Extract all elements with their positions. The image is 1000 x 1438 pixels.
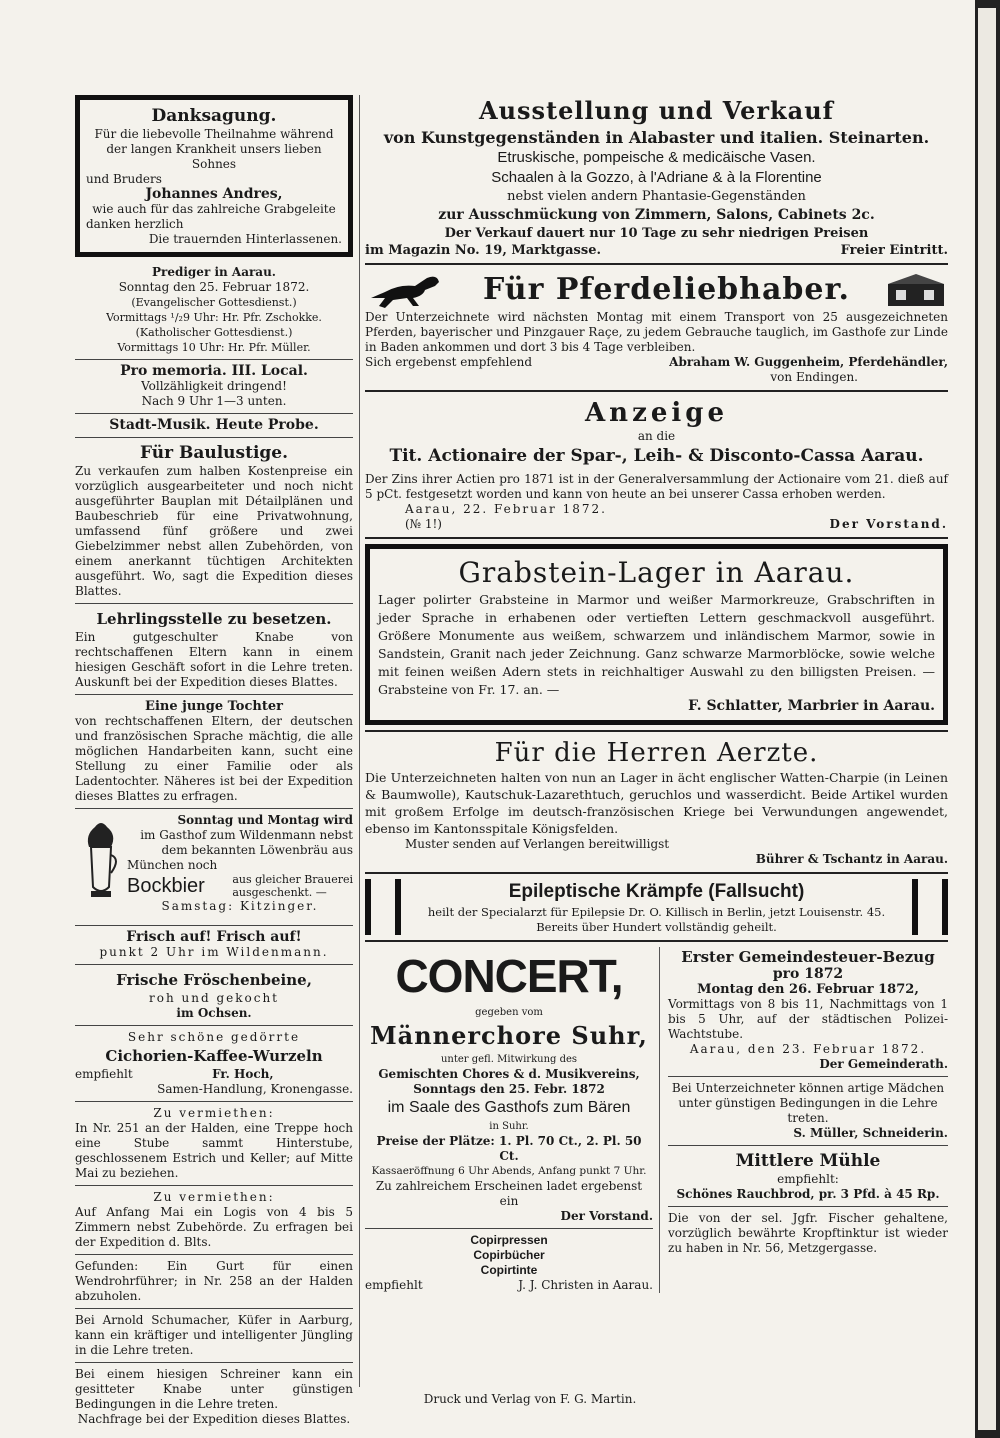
anz-body: Der Zins ihrer Actien pro 1871 ist in der Generalversammlung der Actionaire vom 21. dieß auf 5 pCt. festgesetzt worden und kann von heute an bei unserer Cassa erhoben werden.: [365, 472, 948, 501]
ad-lehrling: [75, 608, 353, 690]
gem-sign: Der Gemeinderath.: [819, 1057, 948, 1071]
divider: [668, 1076, 948, 1077]
pred-ev-time: Vormittags ¹/₂9 Uhr: Hr. Pfr. Zschokke.: [106, 311, 322, 324]
dank-sign: Die trauernden Hinterlassenen.: [148, 232, 342, 246]
lehr-body: Ein gutgeschulter Knabe von rechtschaffenen Eltern kann in einem hiesigen Geschäft sofort in die Lehre treten. Auskunft bei der Expedition dieses Blattes.: [75, 630, 353, 689]
aus-l3: Schaalen à la Gozzo, à l'Adriane & à la Florentine: [491, 169, 822, 186]
wild-l6: ausgeschenkt. —: [232, 886, 327, 899]
aus-l7: im Magazin No. 19, Marktgasse.: [365, 243, 601, 258]
frosch-l1: roh und gekocht: [148, 991, 279, 1005]
wild-l7: Samstag: Kitzinger.: [161, 899, 319, 913]
memoria-title: Pro memoria. III. Local.: [120, 363, 308, 379]
copi-l2: Copirbücher: [473, 1248, 545, 1262]
anz-num: (№ 1!): [405, 517, 442, 531]
ad-anzeige: [365, 397, 948, 532]
musik-text: Stadt-Musik. Heute Probe.: [109, 417, 319, 433]
gef-body: Gefunden: Ein Gurt für einen Wendrohrführer; in Nr. 258 an der Halden abzuholen.: [75, 1259, 353, 1303]
gem-title: Erster Gemeindesteuer-Bezug: [681, 948, 935, 966]
divider: [75, 1025, 353, 1026]
schum-body: Bei Arnold Schumacher, Küfer in Aarburg, kann ein kräftiger und intelligenter Jüngling in die Lehre treten.: [75, 1313, 353, 1357]
wild-l3: dem bekannten Löwenbräu aus: [161, 843, 353, 857]
cich-title: Cichorien-Kaffee-Wurzeln: [105, 1047, 323, 1065]
divider: [75, 808, 353, 809]
ad-memoria: [75, 364, 353, 409]
divider: [75, 1254, 353, 1255]
concert-l4: Gemischten Chores & d. Musikvereins,: [378, 1067, 640, 1081]
wild-l1: Sonntag und Montag wird: [177, 813, 353, 827]
pferd-sign2: von Endingen.: [770, 370, 858, 384]
verm1-body: In Nr. 251 an der Halden, eine Treppe hoch eine Stube sammt Hinterstube, geschlossenem Estrich und Keller; auf Mitte Mai zu beziehen.: [75, 1121, 353, 1180]
gem-l1: pro 1872: [772, 966, 844, 982]
divider: [365, 730, 948, 732]
anz-title: Anzeige: [585, 398, 728, 428]
divider: [365, 537, 948, 539]
frisch-l1: punkt 2 Uhr im Wildenmann.: [99, 945, 329, 959]
grab-sign: F. Schlatter, Marbrier in Aarau.: [688, 698, 935, 714]
divider: [365, 390, 948, 392]
ad-vermiethen-2: [75, 1190, 353, 1250]
divider: [75, 413, 353, 414]
divider: [75, 1308, 353, 1309]
aerzte-l1: Muster senden auf Verlangen bereitwilligst: [405, 837, 670, 851]
memoria-l2: Nach 9 Uhr 1—3 unten.: [141, 394, 287, 408]
copi-l1: Copirpressen: [470, 1233, 548, 1247]
aus-l4: nebst vielen andern Phantasie-Gegenständen: [507, 189, 806, 204]
aus-l6: Der Verkauf dauert nur 10 Tage zu sehr niedrigen Preisen: [444, 226, 869, 241]
muehle-l1: empfiehlt:: [777, 1172, 839, 1186]
epi-l1: heilt der Specialarzt für Epilepsie Dr. O. Killisch in Berlin, jetzt Louisenstr. 45.: [427, 905, 886, 919]
pred-kath-time: Vormittags 10 Uhr: Hr. Pfr. Müller.: [117, 341, 311, 354]
imprint: Druck und Verlag von F. G. Martin.: [423, 1392, 637, 1406]
ad-mueller: [668, 1081, 948, 1141]
concert-l10: Zu zahlreichem Erscheinen ladet ergebenst ein: [375, 1179, 643, 1208]
epi-title: Epileptische Krämpfe (Fallsucht): [508, 881, 805, 902]
ad-pferdeliebhaber: [365, 270, 948, 385]
ad-grabstein: [365, 544, 948, 725]
divider: [75, 694, 353, 695]
dank-l4: wie auch für das zahlreiche Grabgeleite: [92, 202, 336, 216]
bottom-left: [365, 947, 660, 1293]
divider: [75, 925, 353, 926]
copi-sign: J. J. Christen in Aarau.: [518, 1278, 653, 1292]
ad-wildenmann: [75, 813, 353, 921]
ad-gefunden: [75, 1259, 353, 1304]
concert-title: CONCERT,: [395, 950, 623, 1002]
muehle-l2: Schönes Rauchbrod, pr. 3 Pfd. à 45 Rp.: [676, 1187, 940, 1201]
aus-title: Ausstellung und Verkauf: [478, 96, 835, 125]
dank-l1: Für die liebevolle Theilnahme während: [94, 127, 334, 141]
muehle-title: Mittlere Mühle: [735, 1151, 881, 1171]
wild-l4: München noch: [127, 858, 218, 872]
ad-schumacher: [75, 1313, 353, 1358]
pferd-body: Der Unterzeichnete wird nächsten Montag mit einem Transport von 25 ausgezeichneten Pferden, bayerischer und Pinzgauer Raçe, zu jedem Gebrauche tauglich, im Gasthofe zur Linde in Baden ankommen und dort 3 bis 4 Tage verbleiben.: [365, 310, 948, 354]
beer-mug-icon: [79, 817, 123, 903]
divider: [668, 1206, 948, 1207]
aerzte-title: Für die Herren Aerzte.: [494, 738, 819, 768]
concert-l7: in Suhr.: [489, 1121, 529, 1132]
memoria-l1: Vollzähligkeit dringend!: [141, 379, 287, 393]
divider: [75, 1101, 353, 1102]
divider: [365, 872, 948, 874]
cich-l1: empfiehlt: [75, 1067, 133, 1081]
ad-copir: [365, 1233, 653, 1293]
anz-l2: Tit. Actionaire der Spar-, Leih- & Disconto-Cassa Aarau.: [389, 446, 924, 466]
ad-froschenbeine: [75, 969, 353, 1021]
divider: [75, 437, 353, 438]
ad-vermiethen-1: [75, 1106, 353, 1181]
bracket-right: [912, 879, 948, 935]
anz-date: Aarau, 22. Februar 1872.: [405, 502, 607, 516]
ad-ausstellung: [365, 95, 948, 258]
anz-l1: an die: [637, 429, 676, 443]
bau-title: Für Baulustige.: [139, 443, 289, 463]
right-column: [365, 95, 948, 1293]
frosch-title: Frische Fröschenbeine,: [116, 971, 312, 989]
ad-aerzte: [365, 737, 948, 867]
pred-kath: (Katholischer Gottesdienst.): [135, 326, 293, 339]
stable-icon: [884, 272, 948, 308]
ad-epilepsie: [365, 879, 948, 935]
mull-body: Bei Unterzeichneter können artige Mädchen unter günstigen Bedingungen in die Lehre treten.: [671, 1081, 945, 1125]
aerzte-sign: Bührer & Tschantz in Aarau.: [755, 852, 948, 866]
bottom-split: [365, 947, 948, 1293]
aus-l8: Freier Eintritt.: [840, 243, 948, 258]
concert-sign: Der Vorstand.: [560, 1209, 653, 1223]
schrein-l2: Nachfrage bei der Expedition dieses Blattes.: [77, 1412, 351, 1426]
ad-cichorien: [75, 1030, 353, 1097]
divider: [75, 1185, 353, 1186]
ad-danksagung: [75, 95, 353, 257]
aus-l2: Etruskische, pompeische & medicäische Vasen.: [497, 149, 816, 166]
ad-frisch-auf: [75, 930, 353, 960]
pred-title: Prediger in Aarau.: [151, 265, 276, 279]
grab-title: Grabstein-Lager in Aarau.: [458, 556, 855, 589]
gem-body: Vormittags von 8 bis 11, Nachmittags von 1 bis 5 Uhr, auf der städtischen Polizei-Wachtstube.: [668, 997, 948, 1041]
ad-baulustige: [75, 442, 353, 599]
verm2-body: Auf Anfang Mai ein Logis von 4 bis 5 Zimmern nebst Zubehörde. Zu erfragen bei der Expedition d. Blts.: [75, 1205, 353, 1249]
aus-l1: von Kunstgegenständen in Alabaster und italien. Steinarten.: [383, 128, 930, 147]
frisch-title: Frisch auf! Frisch auf!: [126, 929, 302, 945]
bottom-right: [660, 947, 948, 1293]
cich-name: Fr. Hoch,: [212, 1067, 274, 1081]
ad-schreiner: [75, 1367, 353, 1427]
verm2-title: Zu vermiethen:: [153, 1190, 275, 1204]
aerzte-body: Die Unterzeichneten halten von nun an Lager in ächt englischer Watten-Charpie (in Leinen & Baumwolle), Kautschuk-Lazarethtuch, geruchlos und wasserdicht. Beide Artikel wurden mit großem Erfolge im deutsch-französischen Kriege bei Verwundungen angewendet, ebenso im Kantonsspitale Königsfelden.: [365, 770, 948, 836]
pferd-title: Für Pferdeliebhaber.: [483, 272, 850, 307]
aus-l5: zur Ausschmückung von Zimmern, Salons, Cabinets 2c.: [438, 207, 875, 223]
copi-l3: Copirtinte: [480, 1263, 538, 1277]
horse-icon: [365, 270, 449, 310]
column-divider: [359, 95, 360, 1387]
ad-concert: [365, 947, 653, 1224]
divider: [365, 940, 948, 942]
divider: [668, 1145, 948, 1146]
concert-l2: Männerchore Suhr,: [370, 1021, 648, 1050]
epi-l2: Bereits über Hundert vollständig geheilt.: [536, 920, 777, 934]
divider: [75, 1362, 353, 1363]
lehr-title: Lehrlingsstelle zu besetzen.: [96, 610, 332, 628]
divider: [75, 964, 353, 965]
cich-l0: Sehr schöne gedörrte: [127, 1030, 301, 1044]
page-edge-inner: [978, 8, 996, 1430]
ad-stadtmusik: [75, 418, 353, 433]
divider: [75, 603, 353, 604]
verm1-title: Zu vermiethen:: [153, 1106, 275, 1120]
bracket-left: [365, 879, 401, 935]
concert-l9: Kassaeröffnung 6 Uhr Abends, Anfang punkt 7 Uhr.: [371, 1165, 647, 1177]
tochter-title: Eine junge Tochter: [145, 699, 283, 714]
wild-l5: aus gleicher Brauerei: [232, 873, 353, 886]
concert-l8: Preise der Plätze: 1. Pl. 70 Ct., 2. Pl. 50 Ct.: [376, 1134, 642, 1163]
copi-l4: empfiehlt: [365, 1278, 423, 1292]
wild-bock: Bockbier: [127, 874, 205, 897]
schrein-body: Bei einem hiesigen Schreiner kann ein gesitteter Knabe unter günstigen Bedingungen in die Lehre treten.: [75, 1367, 353, 1411]
gem-l2: Montag den 26. Februar 1872,: [697, 982, 919, 997]
bau-body: Zu verkaufen zum halben Kostenpreise ein vorzüglich ausgearbeiteter und noch nicht ausgeführter Bauplan mit Détailplänen und Baubeschrieb für eine Privatwohnung, umfassend fünf größere und zwei Giebelzimmer nebst allen Zubehörden, von einem anerkannt tüchtigen Architekten ausgeführt. Wo, sagt die Expedition dieses Blattes.: [75, 464, 353, 598]
gem-date: Aarau, den 23. Februar 1872.: [689, 1042, 927, 1056]
tochter-body: von rechtschaffenen Eltern, der deutschen und französischen Sprache mächtig, die alle möglichen Handarbeiten kann, sucht eine Stellung zu einer Familie oder als Ladentochter. Näheres ist bei der Expedition dieses Blattes zu erfragen.: [75, 714, 353, 803]
dank-l2: der langen Krankheit unsers lieben Sohnes: [106, 142, 322, 171]
anz-sign: Der Vorstand.: [829, 517, 948, 531]
dank-l3: und Bruders: [86, 172, 162, 186]
divider: [365, 263, 948, 265]
dank-l5: danken herzlich: [86, 217, 184, 231]
pred-ev: (Evangelischer Gottesdienst.): [131, 296, 297, 309]
grab-body: Lager polirter Grabsteine in Marmor und weißer Marmorkreuze, Grabschriften in jeder Sprache in erhabenen oder vertieften Lettern geschmackvoll ausgeführt. Größere Monumente aus weißem, schwarzem und inländischem Marmor, sowie in Sandstein, Granit nach jeder Zeichnung. Ganz schwarze Marmorblöcke, sowie welche mit feinen weißen Adern stets in reichhaltiger Auswahl zu den billigsten Preisen. — Grabsteine von Fr. 17. an. —: [378, 592, 935, 697]
concert-l5: Sonntags den 25. Febr. 1872: [413, 1082, 605, 1096]
ad-prediger: [75, 265, 353, 355]
concert-l3: unter gefl. Mitwirkung des: [440, 1054, 578, 1065]
pferd-sign: Abraham W. Guggenheim, Pferdehändler,: [669, 355, 948, 369]
wild-l2: im Gasthof zum Wildenmann nebst: [140, 828, 353, 842]
concert-l6: im Saale des Gasthofs zum Bären: [387, 1099, 631, 1116]
ad-tochter: [75, 699, 353, 804]
cich-l2: Samen-Handlung, Kronengasse.: [157, 1082, 353, 1096]
divider: [365, 1228, 653, 1229]
mull-sign: S. Müller, Schneiderin.: [793, 1126, 948, 1140]
frosch-l2: im Ochsen.: [176, 1006, 252, 1020]
pred-date: Sonntag den 25. Februar 1872.: [118, 280, 310, 294]
left-column: [75, 95, 353, 1427]
muehle-body: Die von der sel. Jgfr. Fischer gehaltene, vorzüglich bewährte Kropftinktur ist wieder zu haben in Nr. 56, Metzgergasse.: [668, 1211, 948, 1255]
concert-l1: gegeben vom: [475, 1007, 543, 1018]
ad-muehle: [668, 1150, 948, 1256]
pferd-l1: Sich ergebenst empfehlend: [365, 355, 533, 369]
dank-name: Johannes Andres,: [145, 186, 283, 202]
ad-gemeindesteuer: [668, 947, 948, 1072]
divider: [75, 359, 353, 360]
dank-title: Danksagung.: [151, 106, 277, 126]
